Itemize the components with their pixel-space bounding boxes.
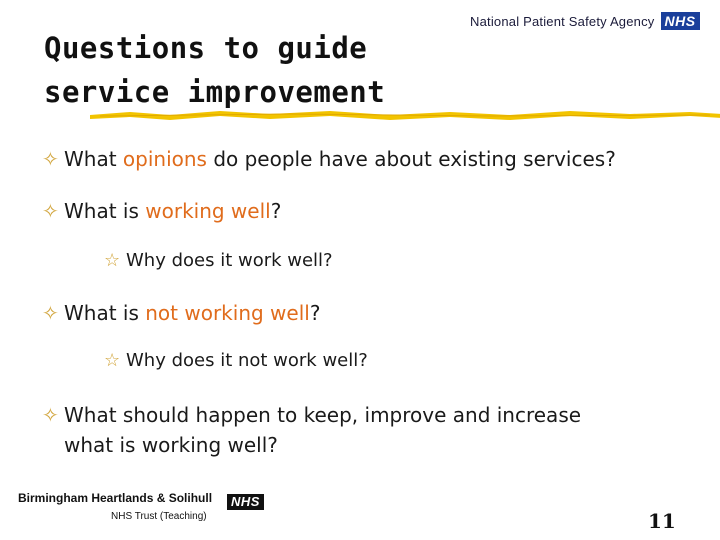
agency-name: National Patient Safety Agency <box>470 13 655 29</box>
slide-title-line-1: Questions to guide <box>44 31 368 65</box>
bullet-3 <box>42 298 320 328</box>
slide-title <box>44 26 474 114</box>
star-icon: ☆ <box>104 350 121 371</box>
sub-bullet-1-text: Why does it work well? <box>126 250 333 271</box>
bullet-3-text-before: What is <box>64 301 146 325</box>
sub-bullet-2-text: Why does it not work well? <box>126 350 368 371</box>
footer-org-name: Birmingham Heartlands & Solihull <box>18 491 213 505</box>
bullet-2-text-before: What is <box>64 199 146 223</box>
page-number: 11 <box>648 509 676 533</box>
bullet-1-text-after: do people have about existing services? <box>206 147 616 171</box>
bullet-4-continuation: what is working well? <box>64 433 278 457</box>
four-point-star-icon: ✧ <box>42 147 59 171</box>
slide-title-line-2: service improvement <box>44 75 386 109</box>
footer-nhs-logo: NHS <box>227 494 264 510</box>
title-underline-brush <box>90 106 720 122</box>
bullet-2 <box>42 196 281 226</box>
nhs-logo: NHS <box>661 12 700 30</box>
four-point-star-icon: ✧ <box>42 403 59 427</box>
bullet-2-text-after: ? <box>270 199 282 223</box>
bullet-1-text-before: What <box>64 147 123 171</box>
four-point-star-icon: ✧ <box>42 301 59 325</box>
footer-trust-name: NHS Trust (Teaching) <box>111 511 207 522</box>
bullet-4-text-line-1: What should happen to keep, improve and increase <box>64 403 582 427</box>
bullet-1-highlight: opinions <box>122 147 207 171</box>
agency-header <box>470 10 700 32</box>
bullet-4 <box>42 400 581 430</box>
bullet-3-highlight: not working well <box>145 301 310 325</box>
star-icon: ☆ <box>104 250 121 271</box>
bullet-2-highlight: working well <box>145 199 271 223</box>
bullet-1 <box>42 144 616 174</box>
sub-bullet-2 <box>104 348 368 374</box>
bullet-3-text-after: ? <box>309 301 321 325</box>
four-point-star-icon: ✧ <box>42 199 59 223</box>
sub-bullet-1 <box>104 248 333 274</box>
